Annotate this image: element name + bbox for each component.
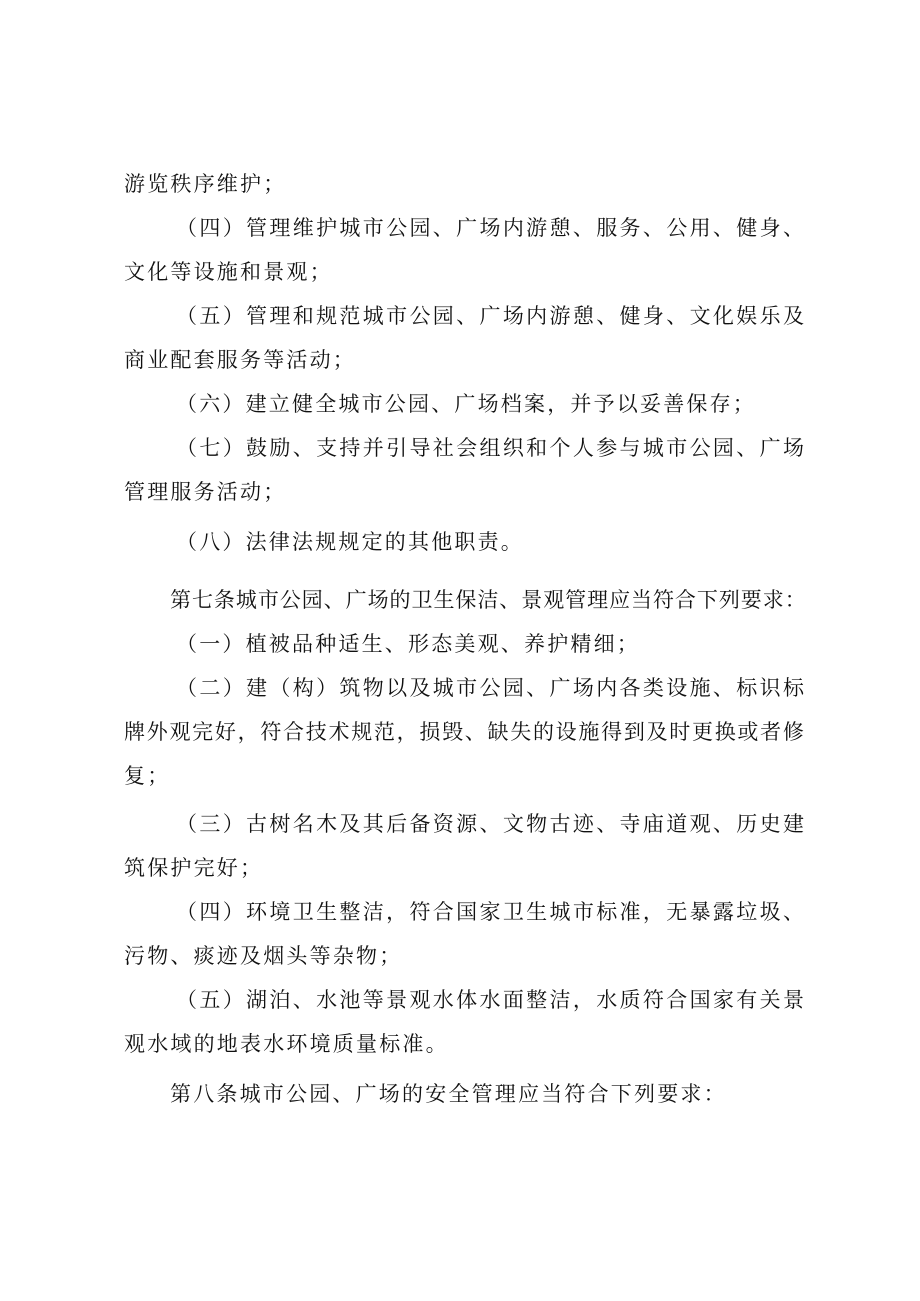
text-char: 水 [479, 988, 501, 1012]
text-char: 健 [619, 304, 641, 328]
text-char: 各 [619, 676, 641, 700]
text-char: 生 [526, 900, 548, 924]
text-char: 以 [386, 676, 408, 700]
text-char: 广 [759, 436, 781, 460]
text-char: 生 [316, 900, 338, 924]
text-char: 备 [409, 812, 431, 836]
text-char: 损 [419, 720, 441, 744]
text-char: 公 [279, 588, 301, 612]
text-char: 洁 [549, 988, 571, 1012]
text-char: 园 [409, 216, 431, 240]
text-char: 化 [712, 304, 734, 328]
text-char: 景 [521, 588, 543, 612]
text-char: ： [784, 588, 806, 612]
text-char: 、 [456, 304, 478, 328]
text-char: 识 [759, 676, 781, 700]
text-char: 得 [601, 720, 623, 744]
text-line [176, 898, 804, 926]
text-char: 后 [386, 812, 408, 836]
text-char: 景 [782, 988, 804, 1012]
text-char: 、 [782, 216, 804, 240]
text-char: ） [222, 436, 244, 460]
text-char: 古 [549, 812, 571, 836]
text-char: 史 [759, 812, 781, 836]
text-char: 健 [736, 216, 758, 240]
text-char: 场 [572, 676, 594, 700]
text-char: 列 [718, 588, 740, 612]
text-line [176, 214, 804, 242]
text-char: 内 [596, 676, 618, 700]
text-char: 洁 [362, 900, 384, 924]
text-char: 资 [432, 812, 454, 836]
text-char: 生 [433, 588, 455, 612]
text-char: 木 [316, 812, 338, 836]
text-line: （六）建立健全城市公园、广场档案，并予以妥善保存； [176, 392, 756, 416]
text-char: 持 [339, 436, 361, 460]
text-char: 要 [740, 588, 762, 612]
text-char: 质 [619, 988, 641, 1012]
text-char: 鼓 [246, 436, 268, 460]
text-char: 、 [596, 304, 618, 328]
text-char: 迹 [572, 812, 594, 836]
text-char: 公 [409, 304, 431, 328]
text-char: 园 [502, 676, 524, 700]
text-char: 组 [479, 436, 501, 460]
text-char: 国 [689, 988, 711, 1012]
text-char: 符 [409, 900, 431, 924]
text-line [176, 302, 804, 330]
text-char: 广 [549, 676, 571, 700]
text-char: 道 [666, 812, 688, 836]
text-line [170, 586, 806, 614]
text-char: 符 [652, 588, 674, 612]
text-char: 城 [339, 216, 361, 240]
text-char: 外 [146, 720, 168, 744]
text-char: 完 [192, 720, 214, 744]
text-char: 构 [292, 676, 314, 700]
text-line: 观水域的地表水环境质量标准。 [124, 1032, 449, 1056]
text-line [176, 674, 804, 702]
text-char: 身 [642, 304, 664, 328]
text-char: 乐 [759, 304, 781, 328]
text-char: 城 [642, 436, 664, 460]
text-char: 七 [191, 588, 213, 612]
text-char: 庙 [642, 812, 664, 836]
text-char: 设 [555, 720, 577, 744]
text-char: 个 [549, 436, 571, 460]
text-char: 无 [666, 900, 688, 924]
text-char: 、 [479, 812, 501, 836]
text-char: 施 [689, 676, 711, 700]
text-line: （八）法律法规规定的其他职责。 [176, 530, 524, 554]
text-char: （ [269, 676, 291, 700]
text-char: 范 [339, 304, 361, 328]
text-char: 四 [199, 216, 221, 240]
text-char: 广 [345, 588, 367, 612]
text-char: 四 [199, 900, 221, 924]
text-char: 观 [543, 588, 565, 612]
text-char: 合 [674, 588, 696, 612]
text-char: 更 [691, 720, 713, 744]
text-char: 建 [782, 812, 804, 836]
text-line: （一）植被品种适生、形态美观、养护精细； [176, 632, 640, 656]
text-char: 整 [339, 900, 361, 924]
text-char: 社 [432, 436, 454, 460]
text-char: 和 [526, 436, 548, 460]
text-char: 公 [386, 216, 408, 240]
text-char: 公 [479, 676, 501, 700]
text-char: 管 [565, 588, 587, 612]
text-char: 标 [736, 676, 758, 700]
text-char: （ [176, 436, 197, 460]
text-char: 条 [213, 588, 235, 612]
text-char: 标 [782, 676, 804, 700]
text-char: 到 [623, 720, 645, 744]
text-char: 参 [596, 436, 618, 460]
text-char: 、 [712, 676, 734, 700]
text-char: 公 [689, 436, 711, 460]
text-char: 筑 [339, 676, 361, 700]
text-char: 维 [292, 216, 314, 240]
text-char: 市 [666, 436, 688, 460]
text-char: 历 [736, 812, 758, 836]
text-char: 源 [456, 812, 478, 836]
text-char: 场 [479, 216, 501, 240]
text-char: 人 [572, 436, 594, 460]
text-char: 第 [170, 588, 191, 612]
text-char: 游 [526, 216, 548, 240]
text-line: 污物、痰迹及烟头等杂物； [124, 944, 403, 968]
text-char: （ [176, 988, 197, 1012]
text-char: 准 [619, 900, 641, 924]
text-char: 或 [737, 720, 759, 744]
text-char: 城 [235, 588, 257, 612]
text-char: 合 [283, 720, 305, 744]
text-char: （ [176, 304, 197, 328]
text-char: ） [222, 216, 244, 240]
text-char: 牌 [124, 720, 145, 744]
text-char: 市 [257, 588, 279, 612]
text-char: 的 [532, 720, 554, 744]
text-char: ） [316, 676, 338, 700]
text-char: 名 [292, 812, 314, 836]
text-char: 水 [316, 988, 338, 1012]
text-char: 、 [432, 216, 454, 240]
text-char: 文 [502, 812, 524, 836]
text-char: 、 [782, 900, 804, 924]
text-char: 文 [689, 304, 711, 328]
text-char: 设 [666, 676, 688, 700]
text-char: 护 [316, 216, 338, 240]
text-char: 园 [432, 304, 454, 328]
text-char: 市 [572, 900, 594, 924]
text-char: 物 [362, 676, 384, 700]
text-char: 圾 [759, 900, 781, 924]
text-char: 境 [269, 900, 291, 924]
text-char: 毁 [442, 720, 464, 744]
text-char: 三 [199, 812, 221, 836]
text-char: 管 [246, 304, 268, 328]
text-char: 卫 [292, 900, 314, 924]
text-line: 筑保护完好； [124, 856, 264, 880]
text-char: 场 [502, 304, 524, 328]
text-char: 物 [526, 812, 548, 836]
text-char: 保 [455, 588, 477, 612]
text-char: 下 [696, 588, 718, 612]
text-char: 观 [409, 988, 431, 1012]
text-char: （ [176, 676, 197, 700]
text-char: 理 [269, 216, 291, 240]
text-char: 、 [736, 436, 758, 460]
text-char: 卫 [502, 900, 524, 924]
text-char: 符 [260, 720, 282, 744]
text-char: 泊 [269, 988, 291, 1012]
text-char: 的 [389, 588, 411, 612]
text-line: 商业配套服务等活动； [124, 348, 356, 372]
text-char: 七 [199, 436, 221, 460]
text-char: 、 [292, 436, 314, 460]
text-char: 、 [572, 216, 594, 240]
text-char: 游 [549, 304, 571, 328]
text-char: 、 [323, 588, 345, 612]
text-char: 励 [269, 436, 291, 460]
text-char: ， [396, 720, 418, 744]
text-char: 、 [464, 720, 486, 744]
text-char: 服 [596, 216, 618, 240]
text-char: 家 [479, 900, 501, 924]
text-char: 等 [362, 988, 384, 1012]
text-char: 家 [712, 988, 734, 1012]
text-char: （ [176, 900, 197, 924]
text-char: 务 [619, 216, 641, 240]
text-char: 卫 [411, 588, 433, 612]
text-char: 、 [499, 588, 521, 612]
text-line: 复； [124, 764, 171, 788]
text-char: 换 [714, 720, 736, 744]
text-char: 应 [609, 588, 631, 612]
text-char: 内 [526, 304, 548, 328]
text-char: 暴 [689, 900, 711, 924]
text-char: 好 [214, 720, 236, 744]
text-char: 垃 [736, 900, 758, 924]
text-char: 失 [510, 720, 532, 744]
text-char: 有 [736, 988, 758, 1012]
text-char: 市 [456, 676, 478, 700]
text-char: 符 [642, 988, 664, 1012]
text-char: ， [237, 720, 259, 744]
text-line: 游览秩序维护； [124, 172, 287, 196]
text-char: 理 [269, 304, 291, 328]
text-char: 水 [596, 988, 618, 1012]
text-char: 、 [712, 812, 734, 836]
text-char: 会 [456, 436, 478, 460]
text-char: 并 [362, 436, 384, 460]
text-line [176, 810, 804, 838]
text-char: 类 [642, 676, 664, 700]
text-char: 关 [759, 988, 781, 1012]
text-char: 憩 [549, 216, 571, 240]
text-char: ， [572, 988, 594, 1012]
text-char: 求 [762, 588, 784, 612]
text-char: 寺 [619, 812, 641, 836]
text-char: 二 [199, 676, 221, 700]
text-char: （ [176, 216, 197, 240]
text-char: 导 [409, 436, 431, 460]
text-char: 、 [666, 304, 688, 328]
text-char: 洁 [477, 588, 499, 612]
text-char: 城 [362, 304, 384, 328]
text-char: 术 [328, 720, 350, 744]
text-char: 面 [502, 988, 524, 1012]
text-char: 及 [646, 720, 668, 744]
text-char: 合 [666, 988, 688, 1012]
text-line: 文化等设施和景观； [124, 260, 333, 284]
text-line: 管理服务活动； [124, 480, 287, 504]
text-char: ） [222, 676, 244, 700]
text-char: 用 [689, 216, 711, 240]
text-char: 广 [456, 216, 478, 240]
text-char: 公 [666, 216, 688, 240]
text-char: 内 [502, 216, 524, 240]
text-char: 标 [596, 900, 618, 924]
text-char: 园 [712, 436, 734, 460]
text-char: 、 [596, 812, 618, 836]
text-char: 、 [292, 988, 314, 1012]
text-char: 时 [669, 720, 691, 744]
text-char: 支 [316, 436, 338, 460]
text-line: 第八条城市公园、广场的安全管理应当符合下列要求： [170, 1082, 727, 1106]
text-char: 环 [246, 900, 268, 924]
text-char: 市 [362, 216, 384, 240]
text-char: 观 [689, 812, 711, 836]
text-char: （ [176, 812, 197, 836]
text-char: ） [222, 988, 244, 1012]
text-char: 池 [339, 988, 361, 1012]
text-char: 园 [301, 588, 323, 612]
text-char: 及 [339, 812, 361, 836]
text-char: 市 [386, 304, 408, 328]
text-char: 规 [351, 720, 373, 744]
text-char: 五 [199, 304, 221, 328]
text-char: 城 [432, 676, 454, 700]
text-char: ） [222, 812, 244, 836]
text-char: 建 [246, 676, 268, 700]
text-char: 古 [246, 812, 268, 836]
text-char: 观 [169, 720, 191, 744]
text-line [124, 718, 804, 746]
text-char: 缺 [487, 720, 509, 744]
text-char: 娱 [736, 304, 758, 328]
text-char: 修 [782, 720, 804, 744]
text-char: 其 [362, 812, 384, 836]
text-char: 露 [712, 900, 734, 924]
text-char: ， [642, 900, 664, 924]
text-char: 者 [760, 720, 782, 744]
text-char: 及 [782, 304, 804, 328]
text-char: 和 [292, 304, 314, 328]
text-char: 、 [712, 216, 734, 240]
text-char: 整 [526, 988, 548, 1012]
text-char: 城 [549, 900, 571, 924]
text-char: 场 [782, 436, 804, 460]
text-char: ） [222, 304, 244, 328]
text-char: 织 [502, 436, 524, 460]
text-char: 引 [386, 436, 408, 460]
text-char: 国 [456, 900, 478, 924]
text-char: 施 [578, 720, 600, 744]
text-char: 树 [269, 812, 291, 836]
text-char: 湖 [246, 988, 268, 1012]
text-char: 憩 [572, 304, 594, 328]
text-char: 景 [386, 988, 408, 1012]
text-char: 与 [619, 436, 641, 460]
text-char: 体 [456, 988, 478, 1012]
text-char: 五 [199, 988, 221, 1012]
text-line [176, 434, 804, 462]
text-char: 及 [409, 676, 431, 700]
text-char: 技 [305, 720, 327, 744]
text-char: 场 [367, 588, 389, 612]
text-char: 范 [373, 720, 395, 744]
text-char: 身 [759, 216, 781, 240]
text-char: 当 [631, 588, 653, 612]
text-char: 、 [526, 676, 548, 700]
text-char: ） [222, 900, 244, 924]
text-char: 水 [432, 988, 454, 1012]
text-char: 规 [316, 304, 338, 328]
text-char: 管 [246, 216, 268, 240]
text-char: 、 [642, 216, 664, 240]
text-char: 合 [432, 900, 454, 924]
text-char: ， [386, 900, 408, 924]
text-char: 广 [479, 304, 501, 328]
text-char: 理 [587, 588, 609, 612]
text-line [176, 986, 804, 1014]
